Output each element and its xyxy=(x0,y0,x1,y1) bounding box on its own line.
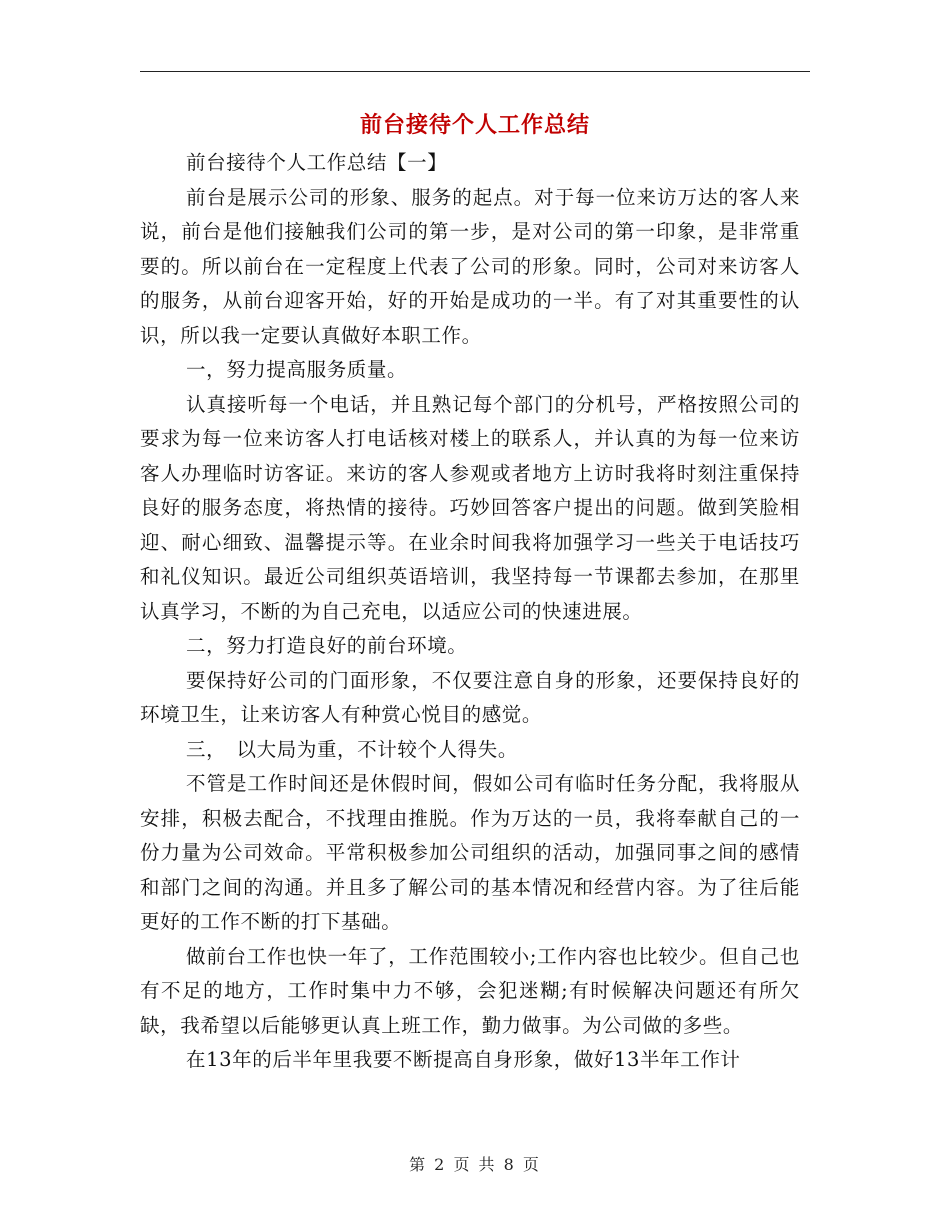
section-heading-paragraph: 前台接待个人工作总结【一】 xyxy=(186,151,448,174)
body-paragraph: 在13年的后半年里我要不断提高自身形象，做好13半年工作计 xyxy=(186,1048,741,1071)
body-paragraph: 不管是工作时间还是休假时间，假如公司有临时任务分配，我将服从安排，积极去配合，不找理由推脱。作为万达的一员，我将奉献自己的一份力量为公司效命。平常积极参加公司组织的活动，加强同事之间的感情和部门之间的沟通。并且多了解公司的基本情况和经营内容。为了往后能更好的工作不断的打下基础。 xyxy=(140,772,800,933)
list-heading-paragraph: 三， 以大局为重，不计较个人得失。 xyxy=(186,737,518,761)
page-number-footer: 第 2 页 共 8 页 xyxy=(409,1155,541,1174)
body-paragraph: 要保持好公司的门面形象，不仅要注意自身的形象，还要保持良好的环境卫生，让来访客人有种赏心悦目的感觉。 xyxy=(140,668,800,726)
body-paragraph: 做前台工作也快一年了，工作范围较小;工作内容也比较少。但自己也有不足的地方，工作时集中力不够，会犯迷糊;有时候解决问题还有所欠缺，我希望以后能够更认真上班工作，勤力做事。为公司做的多些。 xyxy=(140,944,800,1037)
body-paragraph: 认真接听每一个电话，并且熟记每个部门的分机号，严格按照公司的要求为每一位来访客人打电话核对楼上的联系人，并认真的为每一位来访客人办理临时访客证。来访的客人参观或者地方上访时我将时刻注重保持良好的服务态度，将热情的接待。巧妙回答客户提出的问题。做到笑脸相迎、耐心细致、温馨提示等。在业余时间我将加强学习一些关于电话技巧和礼仪知识。最近公司组织英语培训，我坚持每一节课都去参加，在那里认真学习，不断的为自己充电，以适应公司的快速进展。 xyxy=(140,392,800,623)
document-body xyxy=(140,146,800,1078)
document-title: 前台接待个人工作总结 xyxy=(359,113,590,138)
list-heading-paragraph: 二，努力打造良好的前台环境。 xyxy=(186,634,468,657)
body-paragraph: 前台是展示公司的形象、服务的起点。对于每一位来访万达的客人来说，前台是他们接触我们公司的第一步，是对公司的第一印象，是非常重要的。所以前台在一定程度上代表了公司的形象。同时，公司对来访客人的服务，从前台迎客开始，好的开始是成功的一半。有了对其重要性的认识，所以我一定要认真做好本职工作。 xyxy=(140,185,800,347)
list-heading-paragraph: 一，努力提高服务质量。 xyxy=(186,358,408,381)
header-rule xyxy=(140,71,810,72)
